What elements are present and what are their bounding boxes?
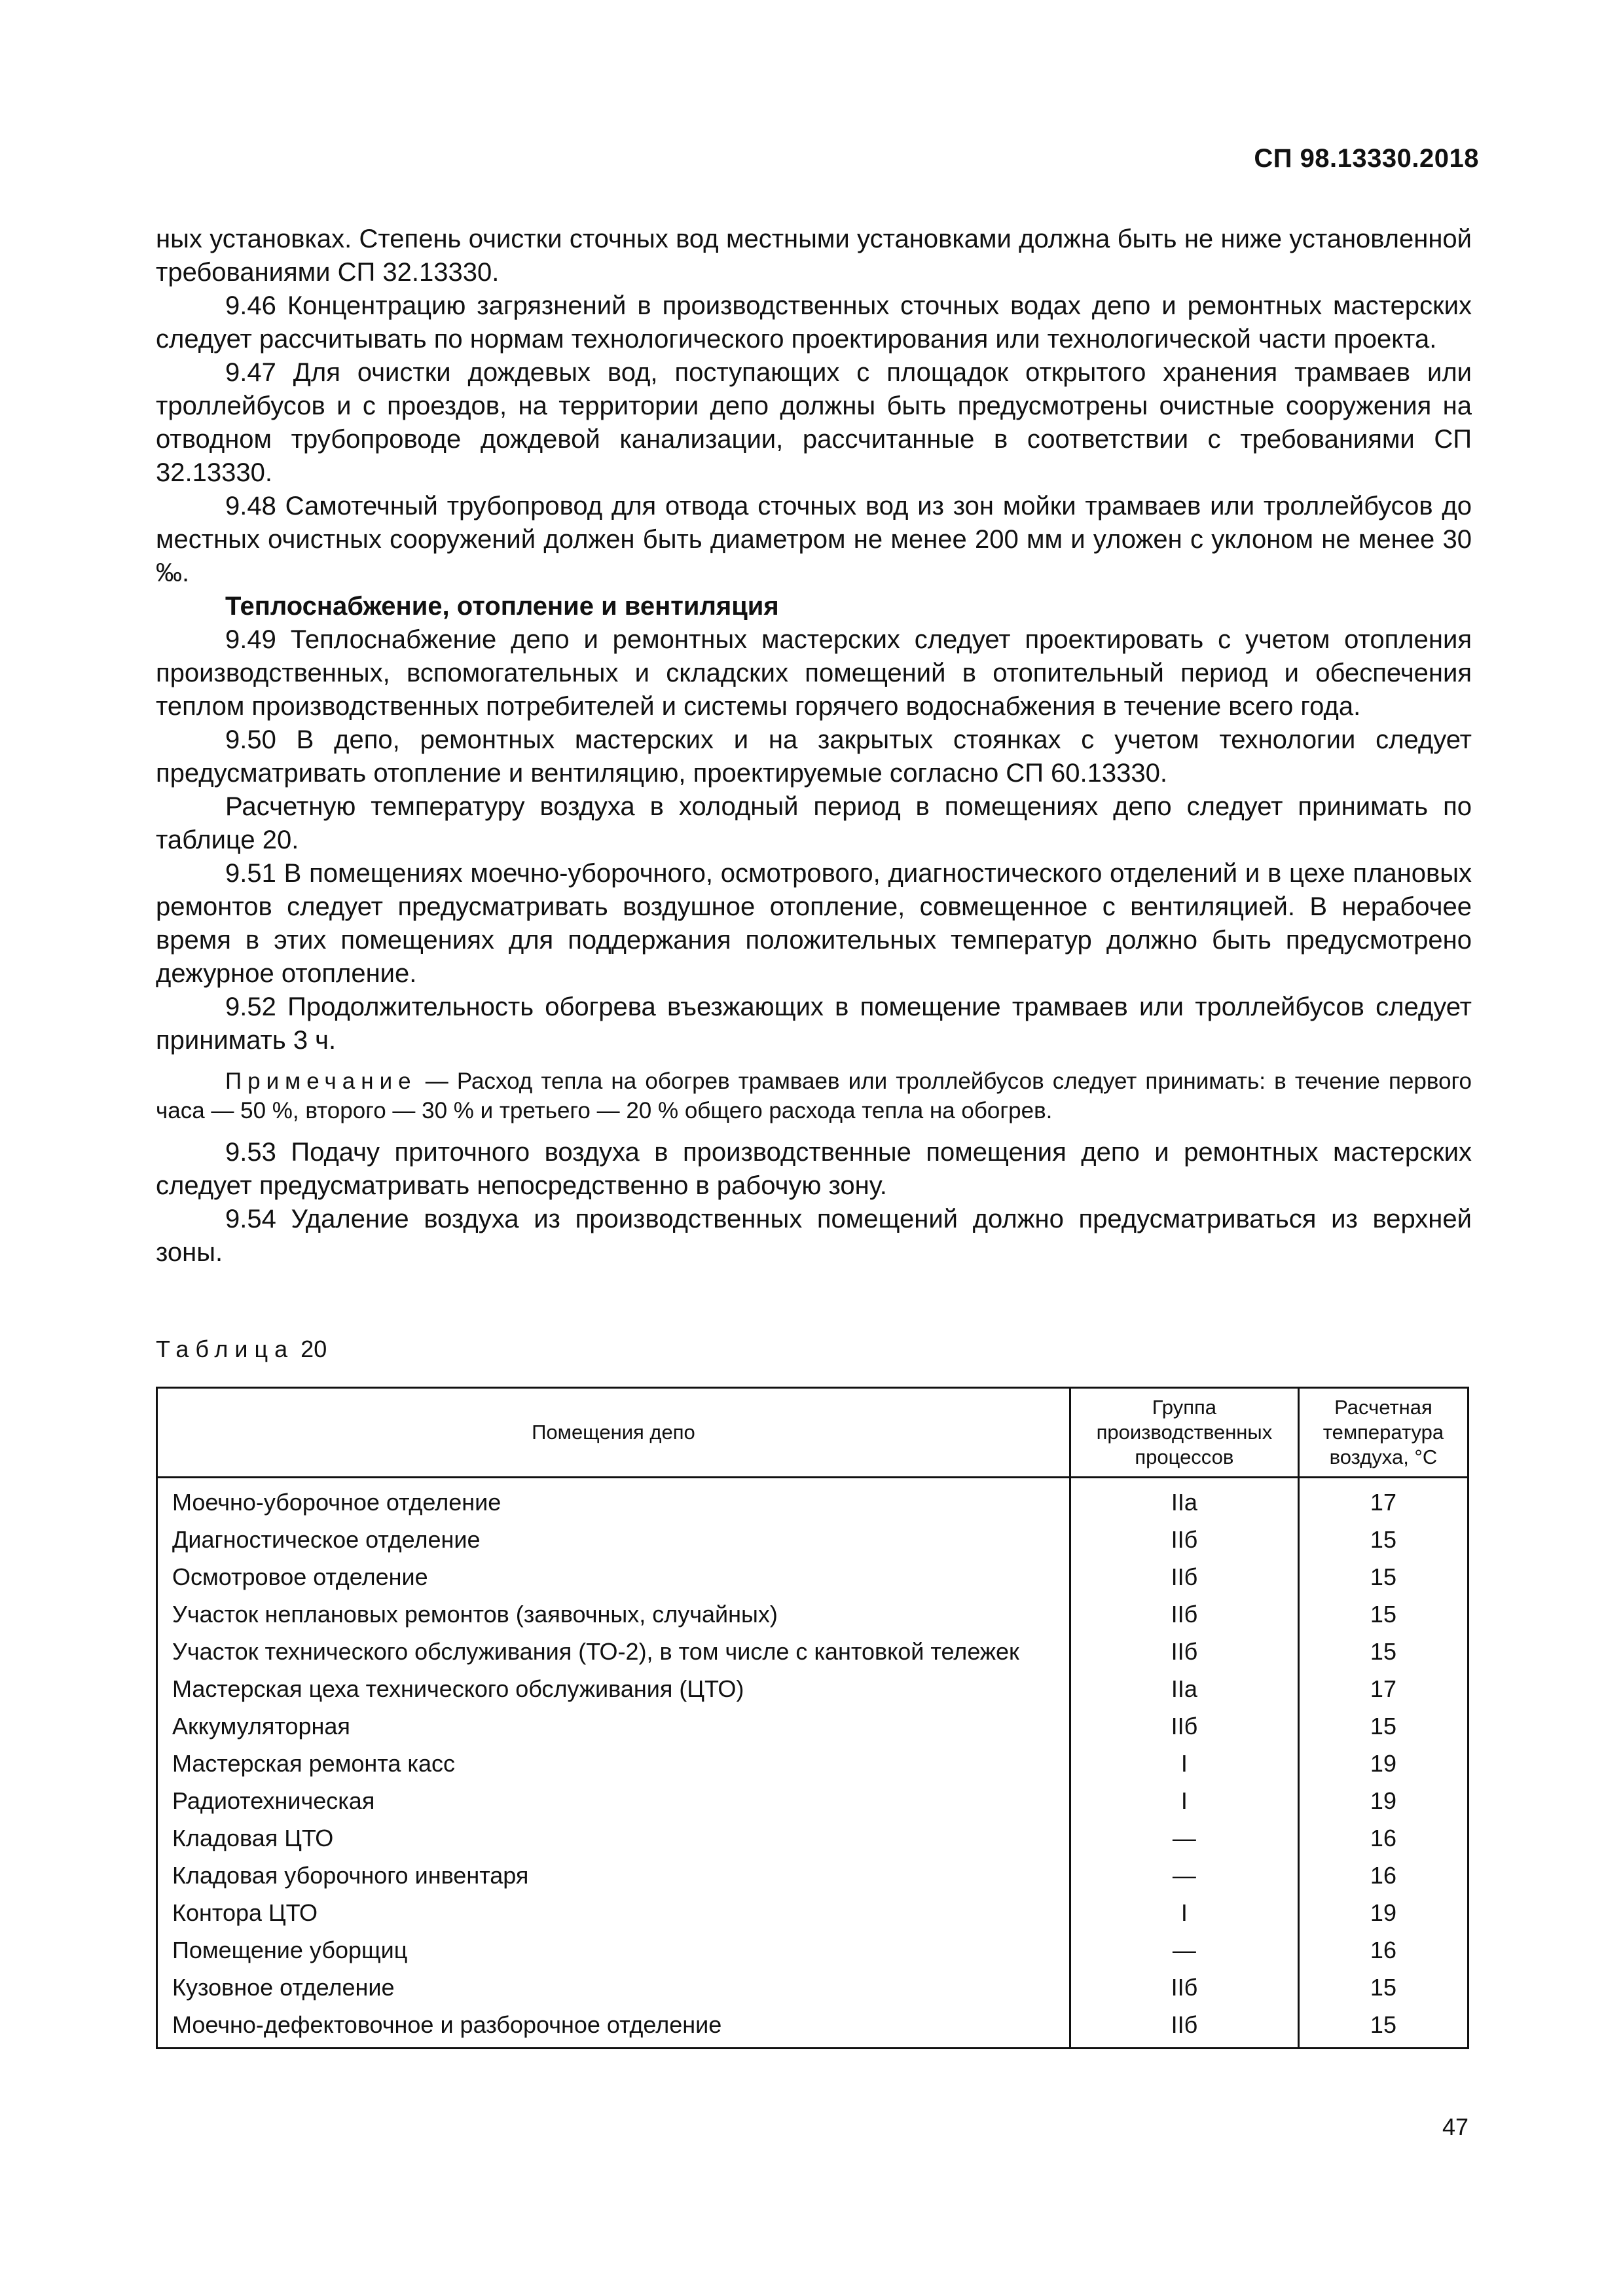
process-group-cell: I [1070,1894,1298,1931]
room-name-cell: Мастерская ремонта касс [157,1745,1070,1782]
table-row [157,1558,1468,1595]
header-process-group: Группа производственных процессов [1070,1388,1298,1478]
room-name-cell: Участок технического обслуживания (ТО-2), в том числе с кантовкой тележек [157,1633,1070,1670]
table-row [157,2006,1468,2049]
process-group-cell: — [1070,1819,1298,1857]
table-row [157,1782,1468,1819]
paragraph-9-51: 9.51 В помещениях моечно-уборочного, осмотрового, диагностического отделений и в цехе плановых ремонтов следует предусматривать воздушное отопление, совмещенное с вентиляцией. В нерабочее время в этих помещениях для поддержания положительных температур должно быть предусмотрено дежурное отопление. [156,859,1472,988]
paragraph-9-48: 9.48 Самотечный трубопровод для отвода сточных вод из зон мойки трамваев или троллейбусов до местных очистных сооружений должен быть диаметром не менее 200 мм и уложен с уклоном не менее 30 ‰. [156,492,1472,587]
table-row [157,1633,1468,1670]
temperature-cell: 19 [1298,1745,1468,1782]
room-name-cell: Моечно-уборочное отделение [157,1478,1070,1522]
table-caption [156,1336,327,1363]
body-text [156,223,1472,1269]
room-name-cell: Кладовая ЦТО [157,1819,1070,1857]
table-row [157,1478,1468,1522]
process-group-cell: — [1070,1931,1298,1969]
table-row [157,1595,1468,1633]
table-row [157,1969,1468,2006]
room-name-cell: Помещение уборщиц [157,1931,1070,1969]
room-name-cell: Радиотехническая [157,1782,1070,1819]
process-group-cell: IIб [1070,1969,1298,2006]
paragraph-9-47: 9.47 Для очистки дождевых вод, поступающих с площадок открытого хранения трамваев или троллейбусов и с проездов, на территории депо должны быть предусмотрены очистные сооружения на отводном трубопроводе дождевой канализации, рассчитанные в соответствии с требованиями СП 32.13330. [156,358,1472,487]
process-group-cell: I [1070,1782,1298,1819]
note-text: — Расход тепла на обогрев трамваев или троллейбусов следует принимать: в течение первого часа — 50 %, второго — 30 % и третьего — 20 % общего расхода тепла на обогрев. [156,1068,1472,1123]
table-row [157,1931,1468,1969]
table-row [157,1670,1468,1707]
process-group-cell: — [1070,1857,1298,1894]
temperature-cell: 15 [1298,1969,1468,2006]
paragraph-table-reference: Расчетную температуру воздуха в холодный период в помещениях депо следует принимать по таблице 20. [156,792,1472,854]
process-group-cell: IIб [1070,1595,1298,1633]
table-caption-label: Таблица [156,1336,295,1362]
page-number: 47 [1442,2113,1468,2140]
note-label: Примечание [225,1068,417,1094]
room-name-cell: Кузовное отделение [157,1969,1070,2006]
process-group-cell: IIб [1070,1521,1298,1558]
temperature-cell: 16 [1298,1931,1468,1969]
paragraph-continuation: ных установках. Степень очистки сточных вод местными установками должна быть не ниже установленной требованиями СП 32.13330. [156,225,1472,287]
temperature-cell: 15 [1298,1595,1468,1633]
temperature-cell: 15 [1298,1633,1468,1670]
room-name-cell: Аккумуляторная [157,1707,1070,1745]
table-row [157,1857,1468,1894]
paragraph-9-49: 9.49 Теплоснабжение депо и ремонтных мастерских следует проектировать с учетом отопления производственных, вспомогательных и складских помещений в отопительный период и обеспечения теплом производственных потребителей и системы горячего водоснабжения в течение всего года. [156,625,1472,721]
paragraph-9-54: 9.54 Удаление воздуха из производственных помещений должно предусматриваться из верхней зоны. [156,1205,1472,1267]
process-group-cell: IIб [1070,1707,1298,1745]
table-header-row [157,1388,1468,1478]
paragraph-9-52: 9.52 Продолжительность обогрева въезжающих в помещение трамваев или троллейбусов следует принимать 3 ч. [156,993,1472,1055]
temperature-cell: 17 [1298,1478,1468,1522]
room-name-cell: Мастерская цеха технического обслуживания (ЦТО) [157,1670,1070,1707]
paragraph-9-50: 9.50 В депо, ремонтных мастерских и на закрытых стоянках с учетом технологии следует предусматривать отопление и вентиляцию, проектируемые согласно СП 60.13330. [156,725,1472,788]
temperature-cell: 17 [1298,1670,1468,1707]
table-row [157,1894,1468,1931]
table-row [157,1819,1468,1857]
paragraph-9-46: 9.46 Концентрацию загрязнений в производственных сточных водах депо и ремонтных мастерских следует рассчитывать по нормам технологического проектирования или технологической части проекта. [156,291,1472,354]
process-group-cell: IIб [1070,1633,1298,1670]
temperature-cell: 15 [1298,1521,1468,1558]
temperature-cell: 16 [1298,1857,1468,1894]
section-heading: Теплоснабжение, отопление и вентиляция [225,592,779,621]
paragraph-9-53: 9.53 Подачу приточного воздуха в производственные помещения депо и ремонтных мастерских следует предусматривать непосредственно в рабочую зону. [156,1138,1472,1200]
room-name-cell: Контора ЦТО [157,1894,1070,1931]
room-name-cell: Осмотровое отделение [157,1558,1070,1595]
temperature-cell: 15 [1298,2006,1468,2049]
process-group-cell: IIa [1070,1478,1298,1522]
process-group-cell: I [1070,1745,1298,1782]
header-temperature: Расчетная температура воздуха, °С [1298,1388,1468,1478]
header-rooms: Помещения депо [157,1388,1070,1478]
temperature-cell: 19 [1298,1894,1468,1931]
room-name-cell: Кладовая уборочного инвентаря [157,1857,1070,1894]
document-code: СП 98.13330.2018 [1254,144,1479,173]
table-caption-number: 20 [301,1336,327,1362]
room-name-cell: Моечно-дефектовочное и разборочное отделение [157,2006,1070,2049]
room-name-cell: Диагностическое отделение [157,1521,1070,1558]
table-row [157,1745,1468,1782]
temperature-cell: 15 [1298,1707,1468,1745]
table-row [157,1707,1468,1745]
temperature-cell: 15 [1298,1558,1468,1595]
temperature-cell: 19 [1298,1782,1468,1819]
process-group-cell: IIб [1070,2006,1298,2049]
process-group-cell: IIa [1070,1670,1298,1707]
room-name-cell: Участок неплановых ремонтов (заявочных, случайных) [157,1595,1070,1633]
table-body [157,1478,1468,2049]
depot-temperature-table [156,1387,1469,2049]
table-row [157,1521,1468,1558]
temperature-cell: 16 [1298,1819,1468,1857]
process-group-cell: IIб [1070,1558,1298,1595]
note [156,1066,1472,1125]
